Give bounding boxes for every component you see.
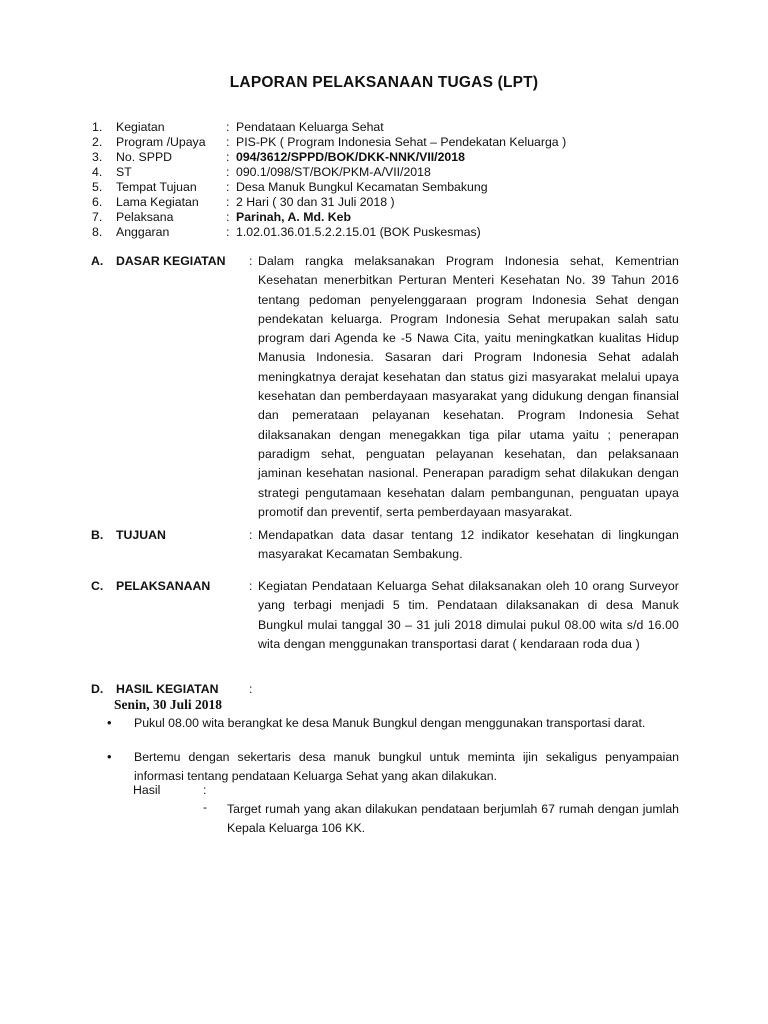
info-value: 1.02.01.36.01.5.2.2.15.01 (BOK Puskesmas) [236,225,481,239]
info-number: 1. [92,120,103,134]
info-colon: : [226,180,230,194]
list-item-text: Pukul 08.00 wita berangkat ke desa Manuk Bungkul dengan menggunakan transportasi darat. [134,716,646,730]
section-title: PELAKSANAAN [116,579,211,593]
info-value: Desa Manuk Bungkul Kecamatan Sembakung [236,180,488,194]
info-value: Pendataan Keluarga Sehat [236,120,384,134]
info-label: Tempat Tujuan [116,180,197,194]
info-label: Pelaksana [116,210,174,224]
info-colon: : [226,195,230,209]
info-row-pelaksana [92,210,566,225]
info-number: 6. [92,195,103,209]
info-value: 090.1/098/ST/BOK/PKM-A/VII/2018 [236,165,431,179]
section-body: Kegiatan Pendataan Keluarga Sehat dilaksanakan oleh 10 orang Surveyor yang terbagi menjadi 5 tim. Pendataan dilaksanakan di desa Manuk Bungkul mulai tanggal 30 – 31 juli 2018 dimulai pukul 08.00 wita s/d 16.00 wita dengan menggunakan transportasi darat ( kendaraan roda dua ) [258,579,679,651]
section-colon: : [249,254,253,268]
info-number: 2. [92,135,103,149]
info-number: 5. [92,180,103,194]
section-title: DASAR KEGIATAN [116,254,226,268]
section-title: TUJUAN [116,528,166,542]
info-row-kegiatan [92,120,566,135]
info-colon: : [226,150,230,164]
hasil-item-text: Target rumah yang akan dilakukan pendataan berjumlah 67 rumah dengan jumlah Kepala Keluarga 106 KK. [227,802,679,835]
page-title: LAPORAN PELAKSANAAN TUGAS (LPT) [229,74,539,91]
info-label: Lama Kegiatan [116,195,199,209]
info-row-tempat [92,180,566,195]
info-row-lama [92,195,566,210]
section-colon: : [249,682,253,696]
info-number: 7. [92,210,103,224]
section-colon: : [249,528,253,542]
info-colon: : [226,225,230,239]
info-colon: : [226,135,230,149]
hasil-label: Hasil [133,783,161,797]
info-row-sppd [92,150,566,165]
info-row-st [92,165,566,180]
bullet-icon: • [107,715,112,730]
info-row-anggaran [92,225,566,240]
dash-icon: - [203,800,208,814]
info-number: 4. [92,165,103,179]
info-label: Anggaran [116,225,170,239]
info-label: No. SPPD [116,150,173,164]
info-value: 2 Hari ( 30 dan 31 Juli 2018 ) [236,195,395,209]
info-value: Parinah, A. Md. Keb [236,210,352,224]
hasil-colon: : [203,783,207,797]
info-colon: : [226,210,230,224]
section-letter: B. [91,528,104,542]
section-letter: A. [91,254,104,268]
info-label: ST [116,165,132,179]
info-colon: : [226,165,230,179]
section-letter: D. [91,682,104,696]
section-title: HASIL KEGIATAN [116,682,219,696]
hasil-label-row [133,783,206,797]
info-row-program [92,135,566,150]
info-list [92,120,566,240]
section-body: Mendapatkan data dasar tentang 12 indikator kesehatan di lingkungan masyarakat Kecamatan Sembakung. [258,528,679,562]
info-value: 094/3612/SPPD/BOK/DKK-NNK/VII/2018 [236,150,465,164]
info-number: 3. [92,150,103,164]
section-colon: : [249,579,253,593]
info-colon: : [226,120,230,134]
report-date: Senin, 30 Juli 2018 [114,697,223,712]
info-number: 8. [92,225,103,239]
section-body: Dalam rangka melaksanakan Program Indonesia sehat, Kementrian Kesehatan menerbitkan Perturan Menteri Kesehatan No. 39 Tahun 2016 tentang pedoman penyelenggaraan program Indonesia Sehat dengan pendekatan keluarga. Program Indonesia Sehat merupakan salah satu program dari Agenda ke -5 Nawa Cita, yaitu meningkatkan kualitas Hidup Manusia Indonesia. Sasaran dari Program Indonesia Sehat adalah meningkatnya derajat kesehatan dan status gizi masyarakat melalui upaya kesehatan dan pemberdayaan masyarakat yang didukung dengan finansial dan pemerataan pelayanan kesehatan. Program Indonesia Sehat dilaksanakan dengan menegakkan tiga pilar utama yaitu ; penerapan paradigm sehat, penguatan pelayanan kesehatan, dan pelaksanaan jaminan kesehatan nasional. Penerapan paradigm sehat dilakukan dengan strategi pengutamaan kesehatan dalam pembangunan, penguatan upaya promotif dan preventif, serta pemberdayaan masyarakat. [258,254,679,519]
info-value: PIS-PK ( Program Indonesia Sehat – Pendekatan Keluarga ) [236,135,567,149]
info-label: Kegiatan [116,120,165,134]
section-letter: C. [91,579,104,593]
bullet-icon: • [107,749,112,764]
list-item-text: Bertemu dengan sekertaris desa manuk bungkul untuk meminta ijin sekaligus penyampaian informasi tentang pendataan Keluarga Sehat yang akan dilakukan. [134,750,679,783]
info-label: Program /Upaya [116,135,206,149]
